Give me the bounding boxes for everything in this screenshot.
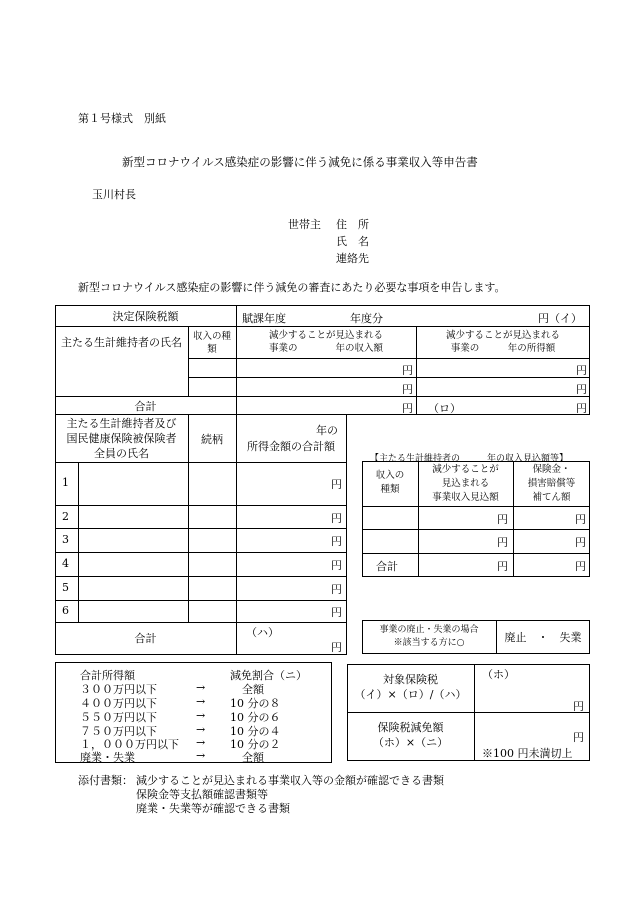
decided-tax-label: 決定保険税額 xyxy=(112,309,179,323)
rounding-note: ※100 円未満切上 xyxy=(482,747,573,760)
expected-caption: 【主たる生計維持者の 年の収入見込額等】 xyxy=(370,454,569,464)
yen-unit: 円 xyxy=(497,560,508,573)
arrow-icon: → xyxy=(196,749,206,762)
decrease-revenue-header: 減少することが見込まれる 事業の 年の収入額 xyxy=(268,330,383,354)
head-label: 世帯主 xyxy=(288,218,321,231)
reduction-col2-header: 減免割合（ニ） xyxy=(230,669,307,682)
reduction-range: ５５０万円以下 xyxy=(80,711,157,724)
reduction-range: ７５０万円以下 xyxy=(80,725,157,738)
reduction-rate: 全額 xyxy=(242,751,264,764)
reduction-range: ３００万円以下 xyxy=(80,683,157,696)
income-total-header: 所得金額の合計額 xyxy=(247,440,335,453)
arrow-icon: → xyxy=(196,681,206,694)
contact-label: 連絡先 xyxy=(336,252,369,265)
insurance-header: 保険金・ 損害賠償等 補てん額 xyxy=(527,464,576,503)
attachment-item: 保険金等支払額確認書類等 xyxy=(136,788,268,801)
page-title: 新型コロナウイルス感染症の影響に伴う減免に係る事業収入等申告書 xyxy=(122,155,478,169)
row-number: 5 xyxy=(62,581,69,594)
reduction-rate: 10 分の６ xyxy=(230,711,281,724)
yen-unit: 円 xyxy=(402,383,413,396)
total-label: 合計 xyxy=(134,399,157,413)
yen-unit: 円 xyxy=(402,402,413,415)
arrow-icon: → xyxy=(196,723,206,736)
row-number: 1 xyxy=(62,476,69,489)
yen-unit: 円 xyxy=(331,478,342,491)
yen-unit: 円 xyxy=(331,512,342,525)
yen-unit: 円 xyxy=(331,559,342,572)
yen-unit: 円 xyxy=(331,535,342,548)
yen-unit: 円 xyxy=(573,731,584,744)
reduction-rate: 10 分の８ xyxy=(230,697,281,710)
yen-i-label: 円（イ） xyxy=(538,312,582,325)
yen-unit: 円 xyxy=(576,364,587,377)
expected-revenue-header: 減少することが 見込まれる 事業収入見込額 xyxy=(432,464,499,503)
member-header: 主たる生計維持者及び 国民健康保険被保険者 全員の氏名 xyxy=(66,417,177,460)
row-number: 2 xyxy=(62,510,69,523)
closure-label: 事業の廃止・失業の場合 ※該当する方に○ xyxy=(379,625,479,648)
income-type-header: 収入の種類 xyxy=(192,331,231,355)
nendobun-label: 年度分 xyxy=(350,312,383,325)
addressee: 玉川村長 xyxy=(92,188,136,201)
expected-total-label: 合計 xyxy=(376,560,398,573)
reduction-rate: 10 分の４ xyxy=(230,725,281,738)
ho-label: （ホ） xyxy=(482,668,515,681)
address-label: 住 所 xyxy=(336,218,369,231)
intro-text: 新型コロナウイルス感染症の影響に伴う減免の審査にあたり必要な事項を申告します。 xyxy=(78,281,506,294)
ha-label: （ハ） xyxy=(246,626,279,639)
income-type-header: 収入の 種類 xyxy=(375,470,405,495)
yen-unit: 円 xyxy=(497,513,508,526)
yen-unit: 円 xyxy=(331,641,342,654)
reduction-rate: 全額 xyxy=(242,683,264,696)
reduction-range: １，０００万円以下 xyxy=(80,738,179,751)
yen-unit: 円 xyxy=(575,560,586,573)
arrow-icon: → xyxy=(196,695,206,708)
reduction-range: ４００万円以下 xyxy=(80,697,157,710)
reduced-tax-label: 保険税減免額 （ホ）×（ニ） xyxy=(372,721,449,749)
yen-unit: 円 xyxy=(576,383,587,396)
yen-unit: 円 xyxy=(402,364,413,377)
row-number: 4 xyxy=(62,557,69,570)
row-number: 6 xyxy=(62,604,69,617)
attachments-label: 添付書類： xyxy=(78,774,133,787)
reduction-rate: 10 分の２ xyxy=(230,738,281,751)
name-label: 氏 名 xyxy=(336,235,369,248)
yen-unit: 円 xyxy=(573,700,584,713)
relation-header: 続柄 xyxy=(201,432,223,446)
yen-unit: 円 xyxy=(575,536,586,549)
yen-unit: 円 xyxy=(575,513,586,526)
reduction-range: 廃業・失業 xyxy=(80,751,135,764)
yen-unit: 円 xyxy=(497,536,508,549)
row-number: 3 xyxy=(62,533,69,546)
closure-options[interactable]: 廃止 ・ 失業 xyxy=(504,631,582,644)
attachment-item: 廃業・失業等が確認できる書類 xyxy=(136,802,290,815)
levy-year-label: 賦課年度 xyxy=(242,312,286,325)
ro-label: （ロ） xyxy=(428,402,461,415)
target-tax-label: 対象保険税 （イ）×（ロ）/（ハ） xyxy=(354,673,467,701)
yen-unit: 円 xyxy=(331,583,342,596)
decrease-income-header: 減少することが見込まれる 事業の 年の所得額 xyxy=(445,330,560,354)
year-suffix: 年の xyxy=(316,424,338,437)
main-earner-header: 主たる生計維持者の氏名 xyxy=(61,336,182,349)
yen-unit: 円 xyxy=(331,606,342,619)
arrow-icon: → xyxy=(196,736,206,749)
member-total-label: 合計 xyxy=(134,632,157,645)
arrow-icon: → xyxy=(196,709,206,722)
form-label: 第１号様式 別紙 xyxy=(78,112,166,125)
yen-unit: 円 xyxy=(576,402,587,415)
reduction-col1-header: 合計所得額 xyxy=(80,669,135,682)
attachment-item: 減少することが見込まれる事業収入等の金額が確認できる書類 xyxy=(136,774,444,787)
